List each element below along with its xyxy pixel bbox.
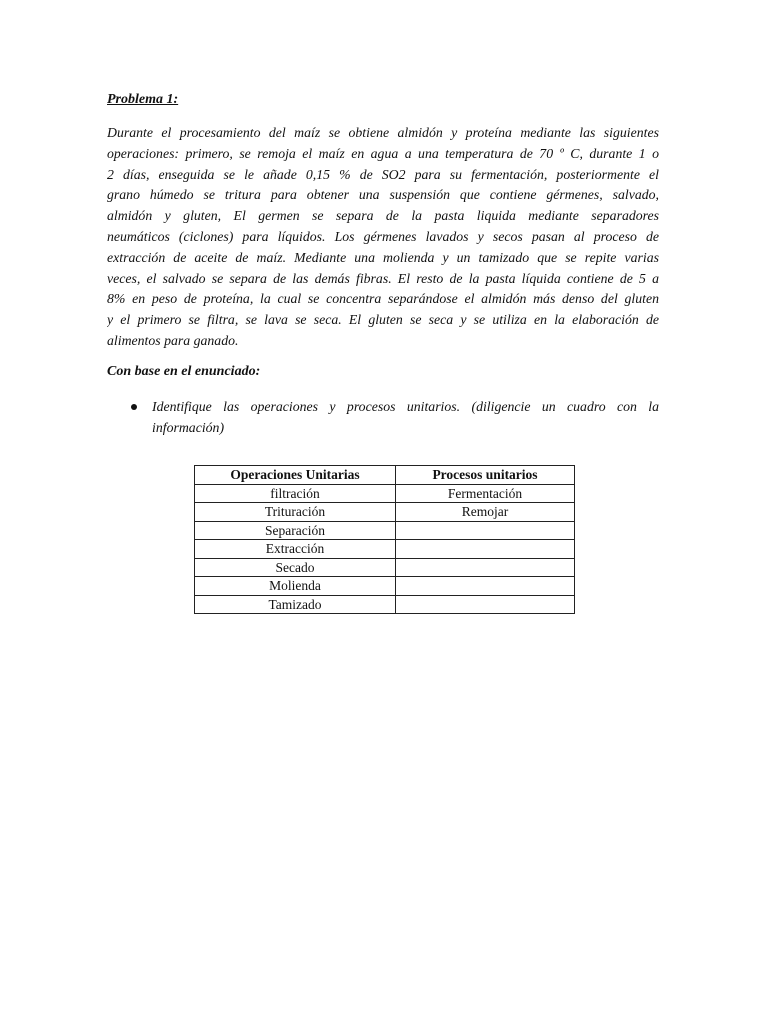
table-cell: Separación: [195, 521, 396, 540]
table-cell: [396, 540, 575, 559]
statement-line: extracción de aceite de maíz. Mediante una molienda y un tamizado que se repite varias: [107, 249, 659, 265]
statement-line: operaciones: primero, se remoja el maíz en agua a una temperatura de 70 º C, durante 1 o: [107, 145, 659, 161]
statement-line: neumáticos (ciclones) para líquidos. Los gérmenes lavados y secos pasan al proceso de: [107, 228, 659, 244]
table-row: [195, 595, 575, 614]
statement-line: Durante el procesamiento del maíz se obtiene almidón y proteína mediante las siguientes: [107, 125, 659, 140]
statement-line: grano húmedo se tritura para obtener una suspensión que contiene gérmenes, salvado,: [107, 187, 659, 203]
table-row: [195, 484, 575, 503]
table-header-row: [195, 466, 575, 485]
table-cell: [396, 595, 575, 614]
table-cell: Secado: [195, 558, 396, 577]
problem-statement: [107, 123, 659, 352]
table-cell: Tamizado: [195, 595, 396, 614]
statement-line: almidón y gluten, El germen se separa de la pasta liquida mediante separadores: [107, 208, 659, 224]
bullet-line: información): [152, 419, 225, 435]
table-cell: Fermentación: [396, 484, 575, 503]
table-cell: filtración: [195, 484, 396, 503]
table-cell: Extracción: [195, 540, 396, 559]
statement-line: 2 días, enseguida se le añade 0,15 % de SO2 para su fermentación, posteriormente el: [107, 166, 659, 182]
operations-table: [194, 465, 575, 614]
table-cell: Remojar: [396, 503, 575, 522]
statement-line: 8% en peso de proteína, la cual se concentra separándose el almidón más denso del gluten: [107, 291, 659, 307]
table-cell: Molienda: [195, 577, 396, 596]
section-subheading: Con base en el enunciado:: [107, 364, 261, 379]
table-row: [195, 558, 575, 577]
bullet-line: Identifique las operaciones y procesos unitarios. (diligencie un cuadro con la: [152, 399, 659, 414]
table-cell: [396, 577, 575, 596]
table-row: [195, 503, 575, 522]
table-cell: [396, 521, 575, 540]
statement-line: alimentos para ganado.: [107, 332, 239, 348]
table-cell: Trituración: [195, 503, 396, 522]
table-cell: [396, 558, 575, 577]
table-row: [195, 521, 575, 540]
table-row: [195, 540, 575, 559]
bullet-item: [152, 397, 659, 439]
bullet-icon: [131, 404, 137, 410]
statement-line: y el primero se filtra, se lava se seca. El gluten se seca y se utiliza en la elaboración de: [107, 312, 659, 328]
header-procesos-unitarios: Procesos unitarios: [396, 466, 575, 485]
statement-line: veces, el salvado se separa de las demás fibras. El resto de la pasta líquida contiene de 5 a: [107, 270, 659, 286]
table-row: [195, 577, 575, 596]
problem-title: Problema 1:: [107, 92, 179, 107]
header-operaciones-unitarias: Operaciones Unitarias: [195, 466, 396, 485]
